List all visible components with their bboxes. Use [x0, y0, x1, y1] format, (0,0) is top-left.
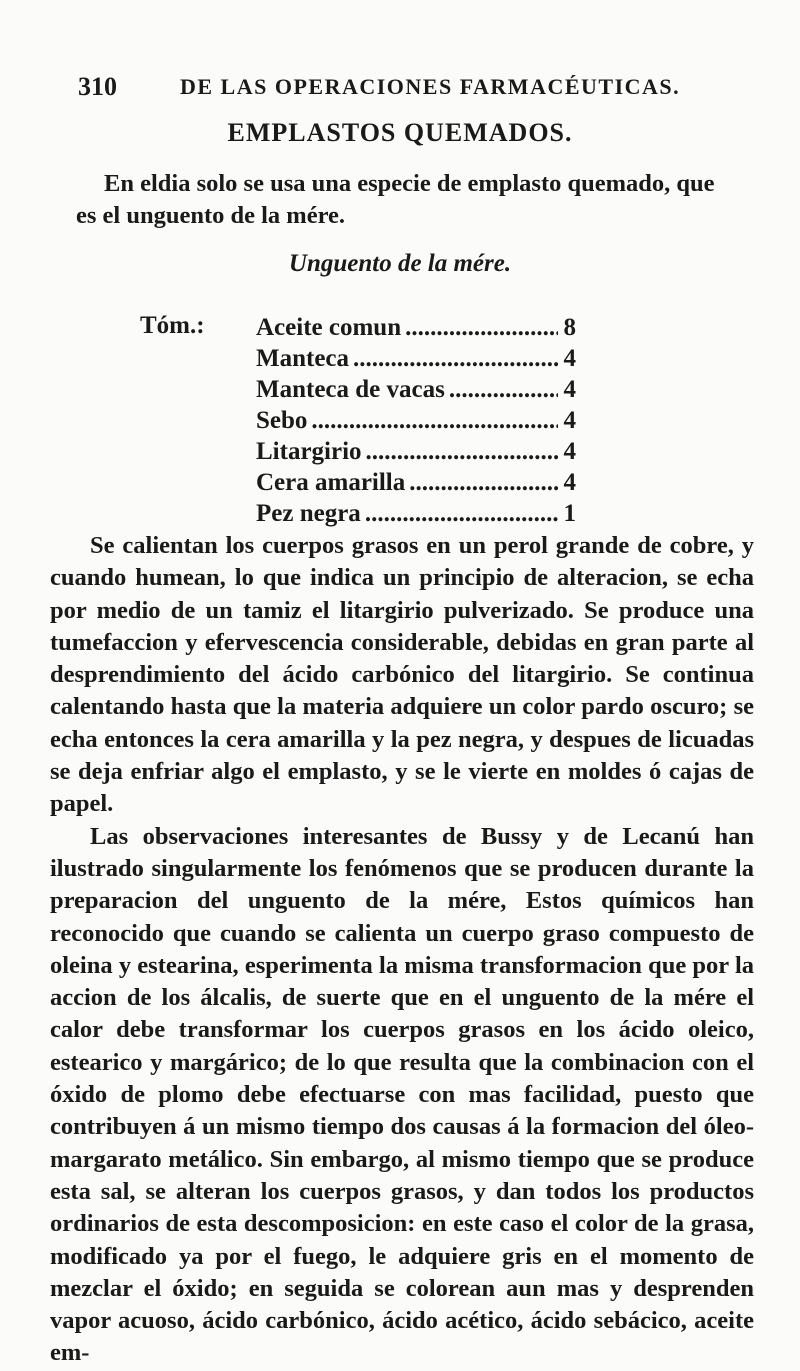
ingredient-name: Pez negra	[256, 500, 361, 527]
leader-dots	[409, 467, 558, 498]
ingredient-name: Aceite comun	[256, 314, 402, 341]
page-number: 310	[78, 72, 117, 101]
body-paragraph-2: Las observaciones interesantes de Bussy y de Lecanú han ilustrado singularmente los fenómenos que se producen durante la preparacion del unguento de la mére, Estos químicos han reconocido que cuando se calienta un cuerpo graso compuesto de oleina y estearina, esperimenta la misma transformacion que por la accion de los álcalis, de suerte que en el unguento de la mére el calor debe transformar los cuerpos grasos en los ácido oleico, estearico y margárico; de lo que resulta que la combinacion con el óxido de plomo debe efectuarse con mas facilidad, puesto que contribuyen á un mismo tiempo dos causas á la formacion del óleo-margarato metálico. Sin embargo, al mismo tiempo que se produce esta sal, se alteran los cuerpos grasos, y dan todos los productos ordinarios de esta descomposicion: en este caso el color de la grasa, modificado ya por el fuego, le adquiere gris en el momento de mezclar el óxido; en seguida se colorean aun mas y desprenden vapor acuoso, ácido carbónico, ácido acético, ácido sebácico, aceite em-	[50, 822, 754, 1367]
running-title: DE LAS OPERACIONES FARMACÉUTICAS.	[180, 74, 681, 99]
ingredient-row	[256, 343, 576, 374]
ingredient-name: Cera amarilla	[256, 469, 406, 496]
section-title: EMPLASTOS QUEMADOS.	[227, 118, 573, 147]
ingredient-quantity: 4	[563, 438, 576, 465]
ingredient-quantity: 4	[563, 345, 576, 372]
ingredient-quantity: 4	[563, 376, 576, 403]
ingredient-quantity: 8	[563, 314, 576, 341]
ingredient-quantity: 1	[563, 500, 576, 527]
ingredient-row	[256, 498, 576, 529]
leader-dots	[353, 343, 558, 374]
leader-dots	[449, 374, 558, 405]
body-paragraph-1: Se calientan los cuerpos grasos en un perol grande de cobre, y cuando humean, lo que indica un principio de alteracion, se echa por medio de un tamiz el litargirio pulverizado. Se produce una tumefaccion y efervescencia considerable, debidas en gran parte al desprendimiento del ácido carbónico del litargirio. Se continua calentando hasta que la materia adquiere un color pardo oscuro; se echa entonces la cera amarilla y la pez negra, y despues de licuadas se deja enfriar algo el emplasto, y se le vierte en moldes ó cajas de papel.	[50, 532, 754, 818]
recipe-title: Unguento de la mére.	[288, 250, 512, 277]
ingredient-quantity: 4	[563, 469, 576, 496]
ingredient-name: Sebo	[256, 407, 308, 434]
ingredient-row	[256, 405, 576, 436]
ingredient-list	[256, 312, 576, 529]
ingredient-name: Manteca	[256, 345, 350, 372]
ingredient-row	[256, 436, 576, 467]
leader-dots	[365, 498, 558, 529]
body-text	[50, 530, 754, 1370]
ingredient-name: Manteca de vacas	[256, 376, 445, 403]
intro-paragraph	[76, 168, 736, 232]
ingredient-row	[256, 467, 576, 498]
ingredient-name: Litargirio	[256, 438, 362, 465]
leader-dots	[311, 405, 558, 436]
leader-dots	[405, 312, 558, 343]
ingredient-row	[256, 374, 576, 405]
ingredient-row	[256, 312, 576, 343]
recipe-prefix: Tóm.:	[140, 312, 205, 339]
leader-dots	[366, 436, 558, 467]
running-header	[50, 72, 750, 104]
intro-text: En eldia solo se usa una especie de emplasto quemado, que es el unguento de la mére.	[76, 170, 715, 229]
ingredient-quantity: 4	[563, 407, 576, 434]
